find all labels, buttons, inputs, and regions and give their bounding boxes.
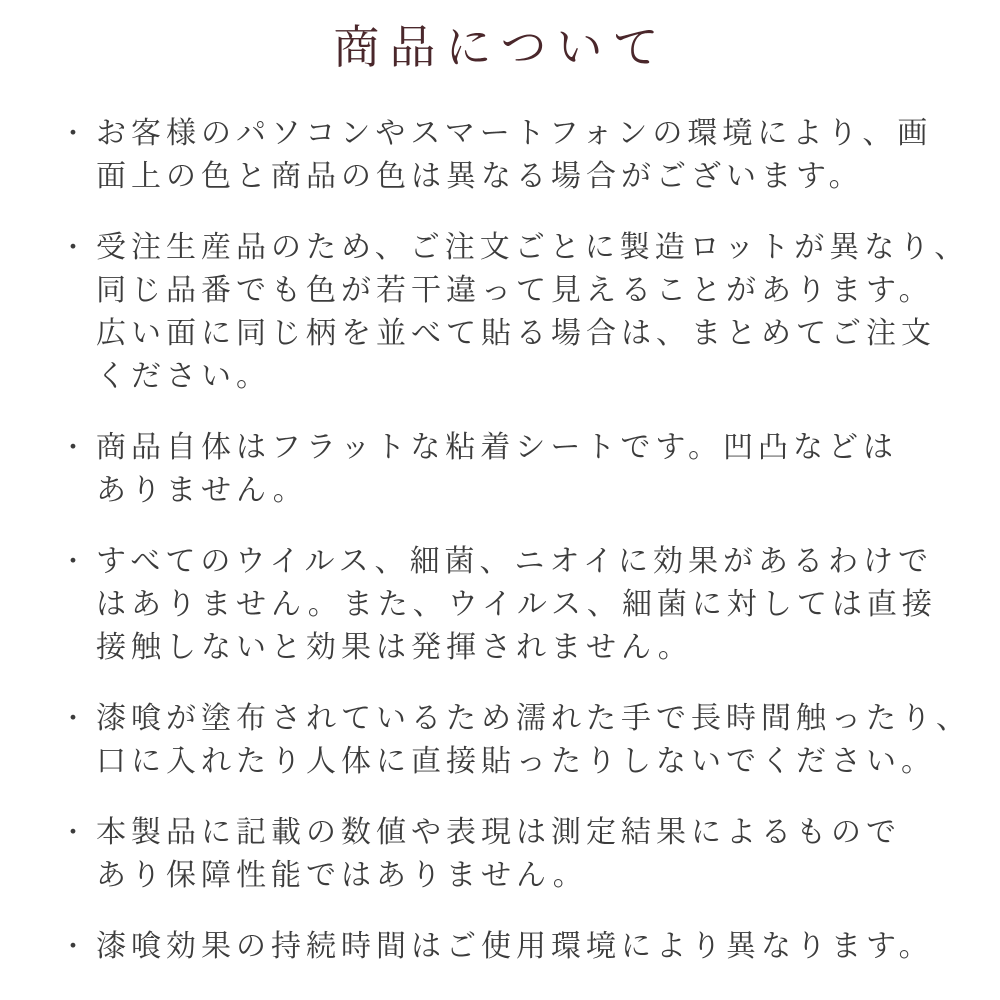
note-text [96,925,942,968]
note-text [96,811,942,897]
notes-list [60,112,971,968]
note-line: 広い面に同じ柄を並べて貼る場合は、まとめてご注文 [96,317,936,350]
note-text [96,112,942,198]
note-line: ありません。 [96,474,308,507]
note-item-production-lot [60,226,970,398]
note-line: ください。 [96,360,271,393]
note-item-measured-values [60,811,942,897]
bullet-icon: ・ [60,546,87,576]
note-line: 漆喰が塗布されているため濡れた手で長時間触ったり、 [96,702,971,735]
note-text [96,426,942,512]
bullet-icon: ・ [60,232,87,262]
note-item-effect-duration [60,925,942,968]
note-line: 同じ品番でも色が若干違って見えることがあります。 [96,274,934,307]
note-line: お客様のパソコンやスマートフォンの環境により、画 [96,117,933,150]
note-line: はありません。また、ウイルス、細菌に対しては直接 [96,588,937,621]
note-line: 商品自体はフラットな粘着シートです。凹凸などは [96,431,898,464]
note-text [96,226,970,398]
note-line: 本製品に記載の数値や表現は測定結果によるもので [96,816,901,849]
note-item-plaster-handling [60,697,971,783]
bullet-icon: ・ [60,432,87,462]
note-line: 接触しないと効果は発揮されません。 [96,631,693,664]
bullet-icon: ・ [60,931,87,961]
bullet-icon: ・ [60,817,87,847]
note-text [96,540,942,669]
note-line: 面上の色と商品の色は異なる場合がございます。 [96,160,864,193]
bullet-icon: ・ [60,118,87,148]
note-line: 口に入れたり人体に直接貼ったりしないでください。 [96,745,936,778]
note-text [96,697,971,783]
note-item-virus-effect [60,540,942,669]
note-item-flat-sheet [60,426,942,512]
note-line: すべてのウイルス、細菌、ニオイに効果があるわけで [96,545,933,578]
note-line: 受注生産品のため、ご注文ごとに製造ロットが異なり、 [96,231,970,264]
bullet-icon: ・ [60,703,87,733]
note-line: 漆喰効果の持続時間はご使用環境により異なります。 [96,930,934,963]
note-line: あり保障性能ではありません。 [96,859,588,892]
note-item-screen-color [60,112,942,198]
page-title: 商品について [333,21,669,73]
